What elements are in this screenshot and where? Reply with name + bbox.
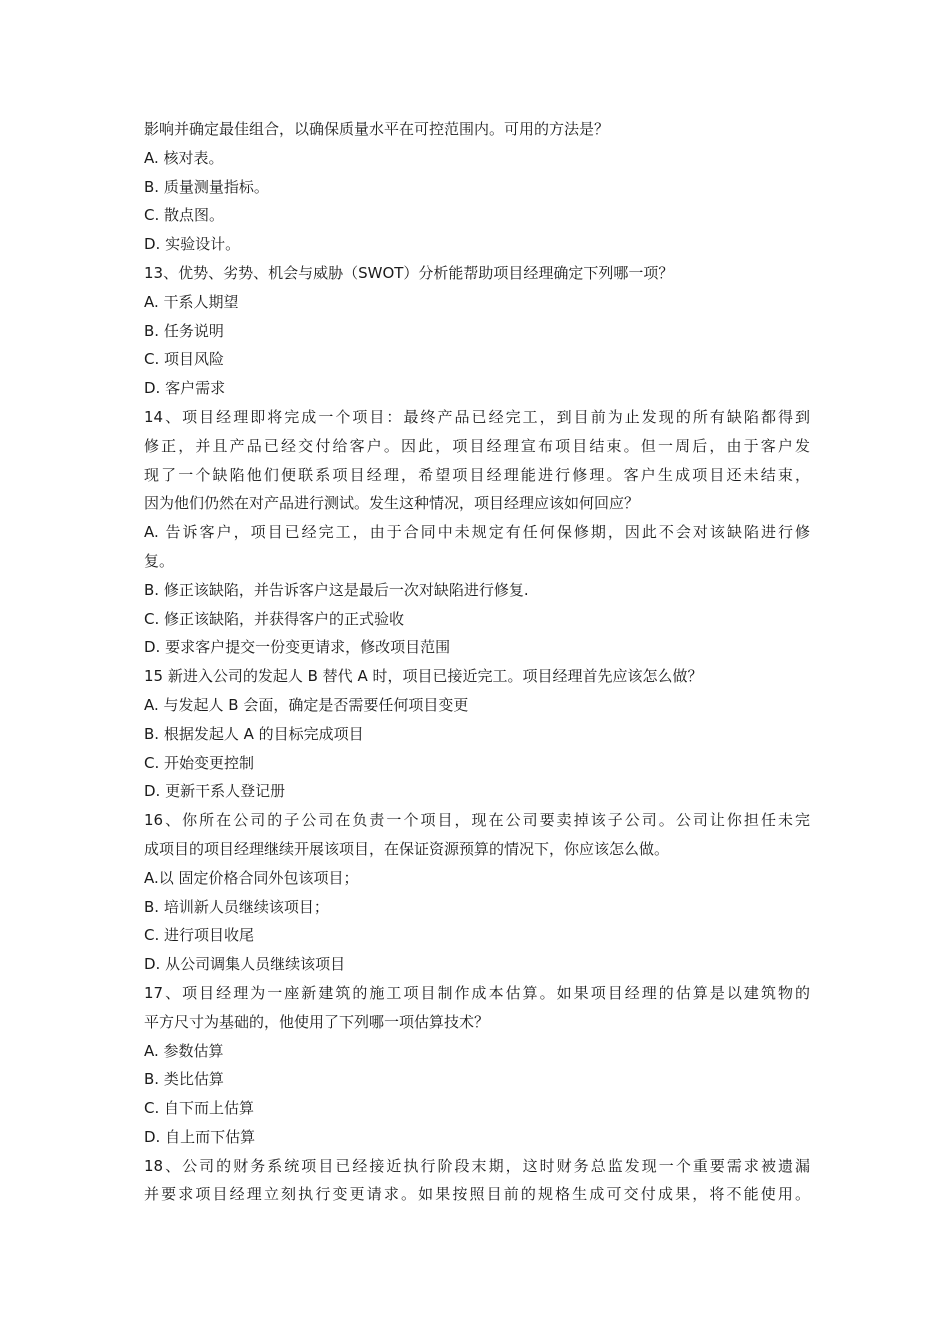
- text-line: 影响并确定最佳组合，以确保质量水平在可控范围内。可用的方法是？: [144, 120, 610, 138]
- text-line: 修正，并且产品已经交付给客户。因此，项目经理宣布项目结束。但一周后，由于客户发: [144, 436, 810, 455]
- document-body: [144, 115, 810, 1209]
- text-line: A. 干系人期望: [144, 292, 239, 311]
- text-line: A. 参数估算: [144, 1041, 224, 1060]
- text-line: 15 新进入公司的发起人 B 替代 A 时，项目已接近完工。项目经理首先应该怎么做？: [144, 667, 703, 686]
- text-line: 18、公司的财务系统项目已经接近执行阶段末期，这时财务总监发现一个重要需求被遗漏: [144, 1156, 810, 1175]
- text-line: D. 更新干系人登记册: [144, 782, 286, 801]
- text-line: B. 任务说明: [144, 321, 224, 340]
- text-line: 复。: [144, 551, 175, 570]
- text-line: 平方尺寸为基础的，他使用了下列哪一项估算技术？: [144, 1012, 490, 1031]
- text-line: 16、你所在公司的子公司在负责一个项目，现在公司要卖掉该子公司。公司让你担任未完: [144, 811, 810, 830]
- text-line: C. 进行项目收尾: [144, 926, 255, 945]
- text-line: B. 根据发起人 A 的目标完成项目: [144, 724, 364, 743]
- text-line: 现了一个缺陷他们便联系项目经理，希望项目经理能进行修理。客户生成项目还未结束，: [144, 465, 810, 484]
- text-line: C. 散点图。: [144, 206, 225, 225]
- text-line: A. 与发起人 B 会面，确定是否需要任何项目变更: [144, 695, 469, 714]
- text-line: 成项目的项目经理继续开展该项目，在保证资源预算的情况下，你应该怎么做。: [144, 839, 670, 858]
- text-line: 并要求项目经理立刻执行变更请求。如果按照目前的规格生成可交付成果，将不能使用。: [144, 1185, 810, 1204]
- text-line: B. 类比估算: [144, 1070, 224, 1089]
- text-line: 因为他们仍然在对产品进行测试。发生这种情况，项目经理应该如何回应？: [144, 494, 640, 513]
- text-line: 17、项目经理为一座新建筑的施工项目制作成本估算。如果项目经理的估算是以建筑物的: [144, 983, 810, 1002]
- text-line: D. 要求客户提交一份变更请求，修改项目范围: [144, 638, 451, 657]
- text-line: D. 实验设计。: [144, 235, 241, 254]
- text-line: A. 告诉客户，项目已经完工，由于合同中未规定有任何保修期，因此不会对该缺陷进行修: [144, 523, 810, 542]
- text-line: 14、项目经理即将完成一个项目：最终产品已经完工，到目前为止发现的所有缺陷都得到: [144, 407, 810, 426]
- text-line: C. 修正该缺陷，并获得客户的正式验收: [144, 609, 405, 628]
- text-line: 13、优势、劣势、机会与威胁（SWOT）分析能帮助项目经理确定下列哪一项？: [144, 263, 674, 282]
- text-line: C. 自下而上估算: [144, 1099, 255, 1118]
- text-line: D. 客户需求: [144, 379, 226, 398]
- text-line: B. 培训新人员继续该项目；: [144, 897, 329, 916]
- text-line: A.以 固定价格合同外包该项目；: [144, 868, 359, 887]
- text-line: D. 自上而下估算: [144, 1127, 256, 1146]
- text-line: C. 开始变更控制: [144, 753, 255, 772]
- text-line: D. 从公司调集人员继续该项目: [144, 955, 346, 974]
- text-line: B. 质量测量指标。: [144, 177, 269, 196]
- text-line: B. 修正该缺陷，并告诉客户这是最后一次对缺陷进行修复.: [144, 580, 529, 599]
- text-line: C. 项目风险: [144, 350, 225, 369]
- text-line: A. 核对表。: [144, 148, 224, 167]
